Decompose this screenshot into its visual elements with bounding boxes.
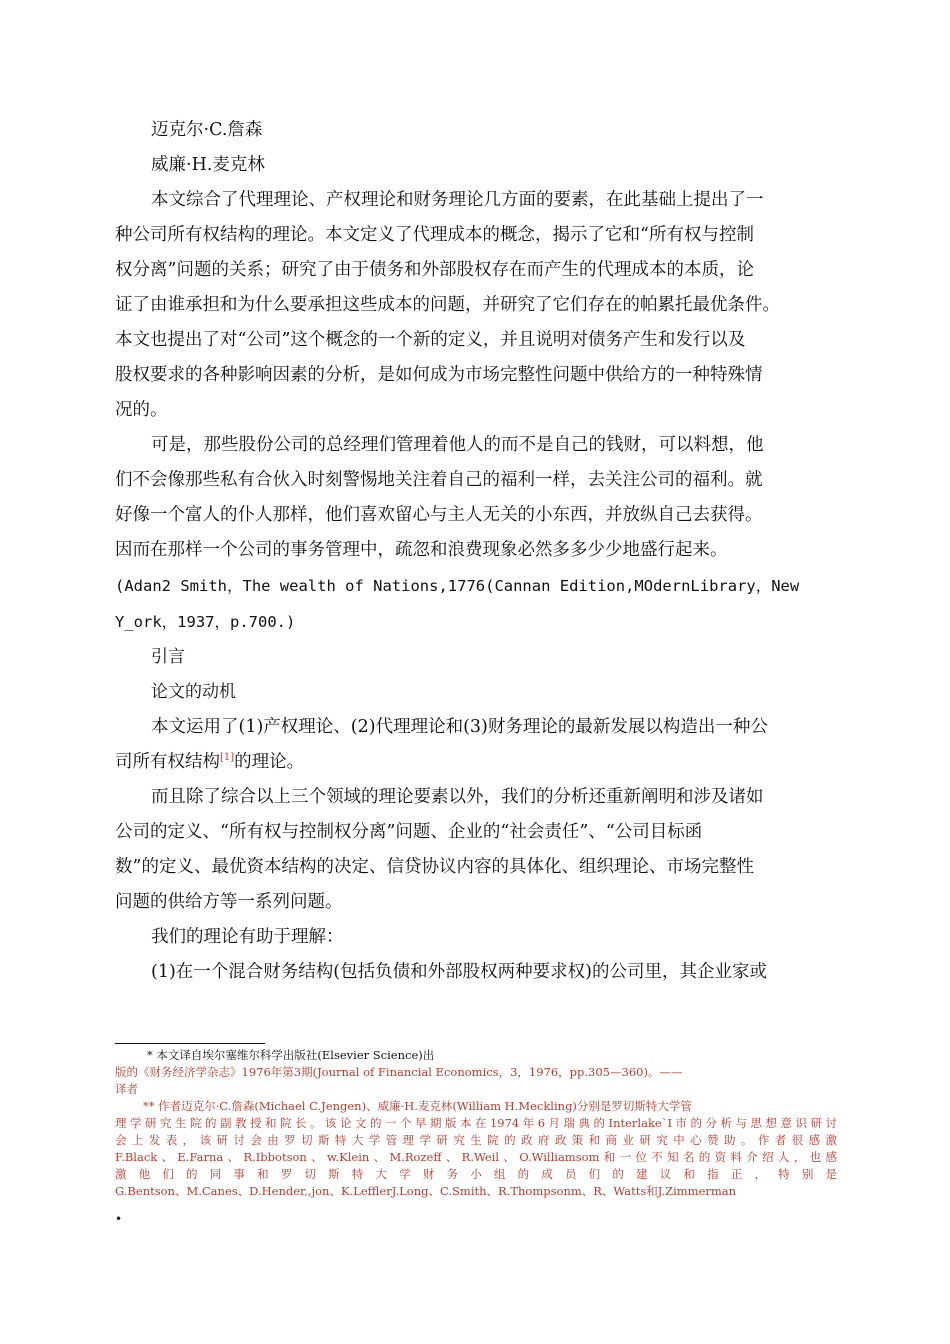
quote-line: 因而在那样一个公司的事务管理中，疏忽和浪费现象必然多多少少地盛行起来。 — [115, 540, 728, 560]
abstract-line: 本文也提出了对“公司”这个概念的一个新的定义，并且说明对债务产生和发行以及 — [115, 330, 746, 350]
footnote-author-line: G.Bentson、M.Canes、D.Hender,,jon、K.LefflerJ.Long、C.Smith、R.Thompsonm、R、Watts和J.Zimmerman — [115, 1184, 737, 1198]
footnote-translator-note: 译者 — [115, 1082, 138, 1096]
item-1-line: (1)在一个混合财务结构(包括负债和外部股权两种要求权)的公司里，其企业家或 — [151, 962, 767, 982]
scope-line: 而且除了综合以上三个领域的理论要素以外，我们的分析还重新阐明和涉及诸如 — [151, 787, 764, 807]
footnote-reference-link[interactable]: [1] — [220, 752, 235, 764]
footnote-author-line: 激他们的同事和罗切斯特大学财务小组的成员们的建议和指正，特别是 — [115, 1167, 837, 1181]
quote-line: 们不会像那些私有合伙入时刻警惕地关注着自己的福利一样，去关注公司的福利。就 — [115, 470, 763, 490]
abstract — [115, 183, 837, 428]
footnote-translation-source-cont: 版的《财务经济学杂志》1976年第3期(Journal of Financial Economics，3，1976，pp.305—360)。—— — [115, 1065, 683, 1079]
quote-line: 可是，那些股份公司的总经理们管理着他人的而不是自己的钱财，可以料想，他 — [151, 435, 764, 455]
motivation-line: 本文运用了(1)产权理论、(2)代理理论和(3)财务理论的最新发展以构造出一种公 — [151, 717, 768, 737]
citation-line: (Adan2 Smith，The wealth of Nations,1776(Cannan Edition,MOdernLibrary，New — [115, 577, 800, 595]
scope-paragraph — [115, 780, 837, 920]
footnote-divider — [115, 1043, 265, 1044]
scope-line: 公司的定义、“所有权与控制权分离”问题、企业的“社会责任”、“公司目标函 — [115, 822, 703, 842]
helps-understand-line: 我们的理论有助于理解： — [151, 927, 344, 947]
footnote-author-line: 理学研究生院的副教授和院长。该论文的一个早期版本在1974年6月瑞典的Interlake`I市的分析与思想意识研讨 — [115, 1116, 837, 1130]
abstract-line: 种公司所有权结构的理论。本文定义了代理成本的概念，揭示了它和“所有权与控制 — [115, 225, 754, 245]
abstract-line: 况的。 — [115, 400, 168, 420]
motivation-text: 司所有权结构 — [115, 752, 220, 772]
footnote-author-line: F.Black、E.Farna、R.Ibbotson、w.Klein、M.Rozeff、R.Weil、O.Williamsom和一位不知名的资料介绍人，也感 — [115, 1150, 837, 1164]
footnote-translation-source: * 本文译自埃尔塞维尔科学出版社(Elsevier Science)出 — [147, 1048, 435, 1062]
scope-line: 问题的供给方等一系列问题。 — [115, 892, 343, 912]
main-text — [115, 113, 837, 990]
stray-bullet-mark: • — [115, 1212, 123, 1226]
motivation-text: 的理论。 — [234, 752, 305, 772]
abstract-line: 本文综合了代理理论、产权理论和财务理论几方面的要素，在此基础上提出了一 — [151, 190, 764, 210]
footnotes — [115, 1047, 837, 1200]
subsection-heading-motivation: 论文的动机 — [151, 682, 236, 702]
footnote-author-line: 会上发表，该研讨会由罗切斯特大学管理学研究生院的政府政策和商业研究中心赞助。作者很感激 — [115, 1133, 837, 1147]
author-jensen: 迈克尔·C.詹森 — [151, 120, 263, 140]
smith-quote — [115, 428, 837, 640]
motivation-paragraph — [115, 710, 837, 780]
abstract-line: 股权要求的各种影响因素的分析，是如何成为市场完整性问题中供给方的一种特殊情 — [115, 365, 763, 385]
citation-line: Y_ork，1937，p.700.) — [115, 613, 296, 631]
quote-line: 好像一个富人的仆人那样，他们喜欢留心与主人无关的小东西，并放纵自己去获得。 — [115, 505, 763, 525]
abstract-line: 权分离”问题的关系；研究了由于债务和外部股权存在而产生的代理成本的本质，论 — [115, 260, 754, 280]
footnote-author-line: ** 作者迈克尔·C.詹森(Michael C.Jengen)、威廉·H.麦克林(William H.Meckling)分别是罗切斯特大学管 — [143, 1099, 692, 1113]
abstract-line: 证了由谁承担和为什么要承担这些成本的问题，并研究了它们存在的帕累托最优条件。 — [115, 295, 780, 315]
scope-line: 数”的定义、最优资本结构的决定、信贷协议内容的具体化、组织理论、市场完整性 — [115, 857, 754, 877]
author-meckling: 威廉·H.麦克林 — [151, 155, 265, 175]
section-heading-intro: 引言 — [151, 647, 185, 667]
motivation-line — [115, 745, 837, 780]
